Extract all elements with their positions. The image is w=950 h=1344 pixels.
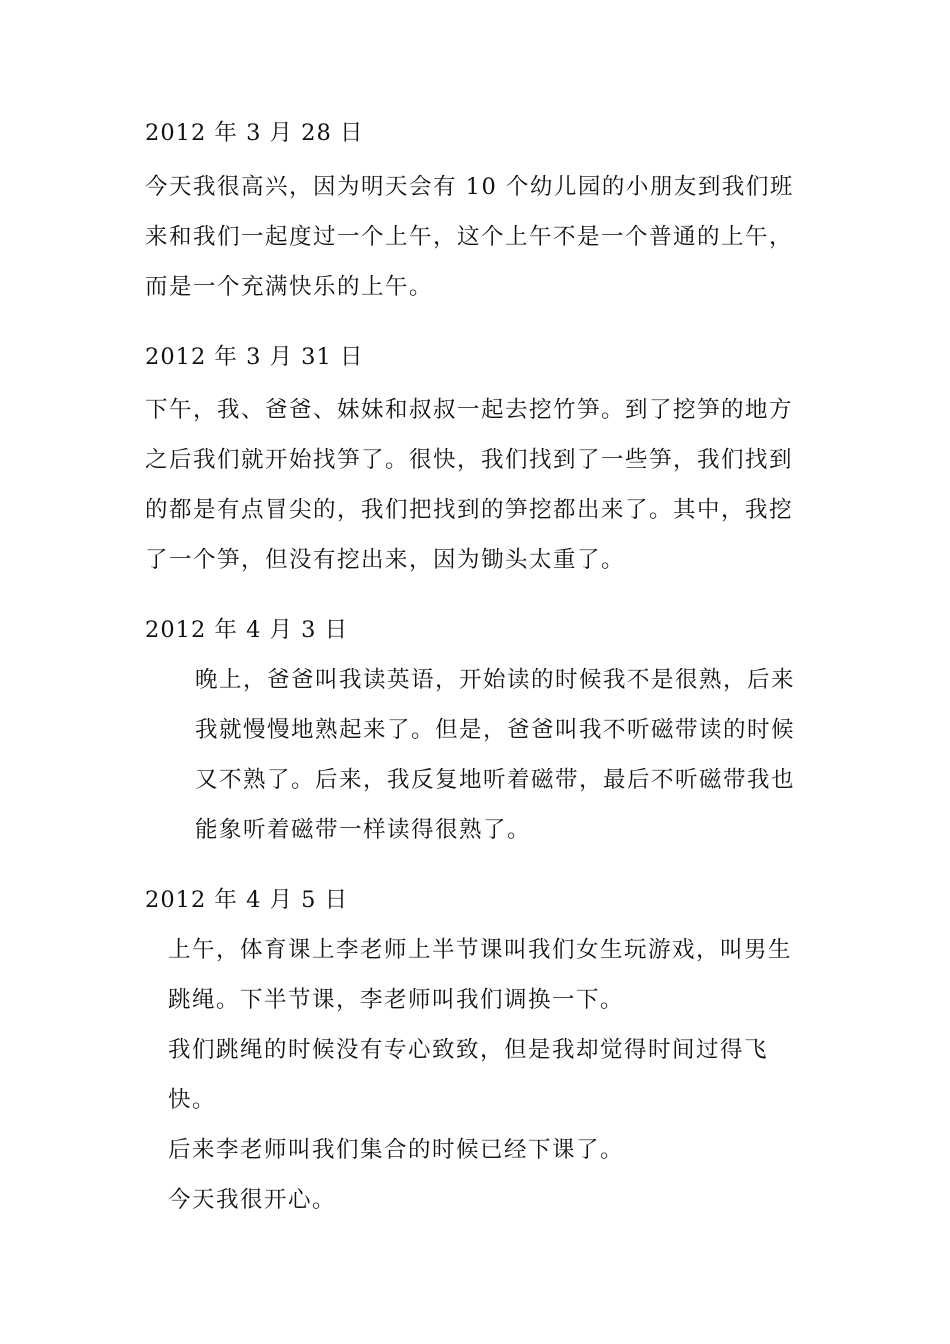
entry-text-line: 而是一个充满快乐的上午。 — [145, 274, 434, 300]
entry-text-line: 又不熟了。后来，我反复地听着磁带，最后不听磁带我也 — [195, 767, 796, 793]
entry-text-line: 跳绳。下半节课，李老师叫我们调换一下。 — [168, 987, 625, 1013]
entry-text-line: 今天我很高兴，因为明天会有 10 个幼儿园的小朋友到我们班 — [145, 174, 794, 200]
entry-text-line: 之后我们就开始找笋了。很快，我们找到了一些笋，我们找到 — [145, 447, 794, 473]
entry-text-line: 的都是有点冒尖的，我们把找到的笋挖都出来了。其中，我挖 — [145, 497, 794, 523]
entry-text-line: 我们跳绳的时候没有专心致致，但是我却觉得时间过得飞 — [168, 1037, 769, 1063]
entry-date: 2012 年 3 月 28 日 — [145, 120, 364, 146]
entry-date: 2012 年 4 月 3 日 — [145, 617, 349, 643]
entry-text-line: 上午，体育课上李老师上半节课叫我们女生玩游戏，叫男生 — [168, 937, 793, 963]
entry-text-line: 快。 — [168, 1087, 217, 1113]
entry-text-line: 来和我们一起度过一个上午，这个上午不是一个普通的上午， — [145, 224, 794, 250]
entry-text-line: 今天我很开心。 — [168, 1187, 337, 1213]
entry-text-line: 晚上，爸爸叫我读英语，开始读的时候我不是很熟，后来 — [195, 667, 796, 693]
entry-date: 2012 年 4 月 5 日 — [145, 887, 349, 913]
entry-date: 2012 年 3 月 31 日 — [145, 344, 364, 370]
entry-text-line: 后来李老师叫我们集合的时候已经下课了。 — [168, 1137, 625, 1163]
entry-text-line: 我就慢慢地熟起来了。但是，爸爸叫我不听磁带读的时候 — [195, 717, 796, 743]
entry-text-line: 下午，我、爸爸、妹妹和叔叔一起去挖竹笋。到了挖笋的地方 — [145, 397, 794, 423]
entry-text-line: 了一个笋，但没有挖出来，因为锄头太重了。 — [145, 547, 626, 573]
entry-text-line: 能象听着磁带一样读得很熟了。 — [195, 817, 532, 843]
